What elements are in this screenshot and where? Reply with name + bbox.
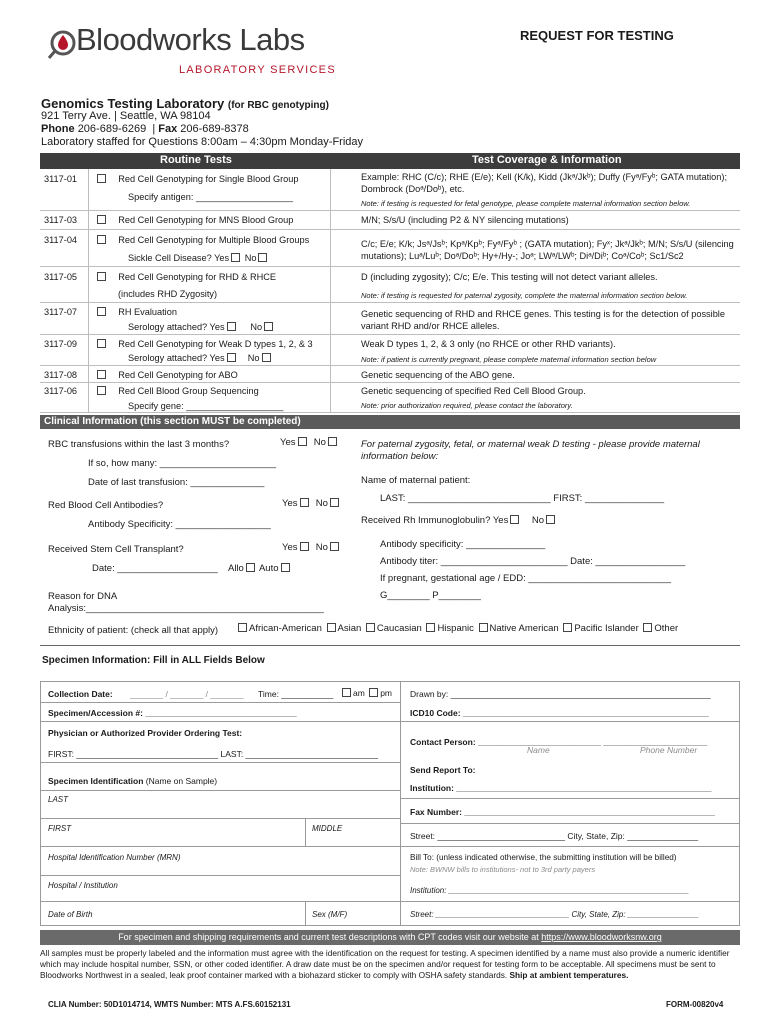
form-title: REQUEST FOR TESTING	[520, 28, 674, 43]
checkbox-icon[interactable]	[227, 353, 236, 362]
brand-tagline: LABORATORY SERVICES	[179, 64, 336, 76]
collection-date-label: Collection Date:	[48, 689, 113, 699]
serology-question: Serology attached? Yes No	[128, 321, 275, 333]
antibody-specificity-maternal-field[interactable]: Antibody specificity: _______________	[380, 539, 546, 550]
analysis-field[interactable]: Analysis:_____________________________________________	[48, 603, 324, 614]
specify-antigen-field[interactable]: Specify antigen: ___________________	[128, 192, 294, 202]
gravida-para-field[interactable]: G________ P________	[380, 590, 481, 601]
lab-hours: Laboratory staffed for Questions 8:00am – 4:30pm Monday-Friday	[41, 136, 364, 148]
middle-name-field[interactable]: MIDDLE	[312, 824, 343, 833]
accession-field[interactable]: Specimen/Accession #: ________________________________	[48, 708, 297, 718]
contact-person-field[interactable]: Contact Person: __________________________ ______________________	[410, 737, 708, 747]
test-code: 3117-01	[44, 174, 78, 184]
last-transfusion-field[interactable]: Date of last transfusion: ______________	[88, 477, 265, 488]
col-routine-tests: Routine Tests	[160, 154, 232, 166]
test-info: M/N; S/s/U (including P2 & NY silencing mutations)	[361, 215, 569, 225]
icd10-field[interactable]: ICD10 Code: ____________________________________________________	[410, 708, 709, 718]
test-code: 3117-08	[44, 370, 78, 380]
test-info: D (including zygosity); C/c; E/e. This testing will not detect variant alleles.	[361, 272, 658, 282]
am-pm-options: am pm	[340, 688, 392, 698]
checkbox-icon[interactable]	[328, 437, 337, 446]
checkbox-icon[interactable]	[97, 272, 106, 281]
test-name[interactable]: Red Cell Blood Group Sequencing	[95, 385, 259, 397]
test-info: C/c; E/e; K/k; Jsᵃ/Jsᵇ; Kpᵃ/Kpᵇ; Fyᵃ/Fyᵇ ; (GATA mutation); Fyˣ; Jkᵃ/Jkᵇ; M/N; S/s/U (silencing mutations); Luᵃ/Luᵇ; Doᵃ/Doᵇ; Hy+/Hy-; Joᵃ; LWᵃ/LWᵇ; Diᵃ/Diᵇ; Coᵃ/Coᵇ; Sc1/Sc2	[361, 239, 734, 261]
rbc-antibodies-question: Red Blood Cell Antibodies?	[48, 500, 164, 511]
form-number: FORM-00820v4	[666, 1000, 724, 1009]
test-name[interactable]: RH Evaluation	[95, 306, 177, 318]
checkbox-icon[interactable]	[97, 235, 106, 244]
checkbox-icon[interactable]	[262, 353, 271, 362]
checkbox-icon[interactable]	[366, 623, 375, 632]
physician-label: Physician or Authorized Provider Ordering Test:	[48, 728, 243, 738]
clinical-info-header: Clinical Information (this section MUST be completed)	[40, 415, 740, 429]
checkbox-icon[interactable]	[300, 498, 309, 507]
test-info: Weak D types 1, 2, & 3 only (no RHCE or other RHD variants).	[361, 339, 616, 349]
checkbox-icon[interactable]	[546, 515, 555, 524]
checkbox-icon[interactable]	[330, 542, 339, 551]
checkbox-icon[interactable]	[426, 623, 435, 632]
checkbox-icon[interactable]	[231, 253, 240, 262]
drawn-by-field[interactable]: Drawn by: _______________________________________________________	[410, 689, 711, 699]
serology-question: Serology attached? Yes No	[128, 352, 273, 364]
checkbox-icon[interactable]	[342, 688, 351, 697]
test-info: Genetic sequencing of specified Red Cell Blood Group.	[361, 386, 586, 396]
test-note: Note: if testing is requested for fetal genotype, please complete maternal information section below.	[361, 199, 691, 208]
antibody-specificity-field[interactable]: Antibody Specificity: __________________	[88, 519, 271, 530]
specimen-info-title: Specimen Information: Fill in ALL Fields Below	[42, 655, 265, 666]
test-code: 3117-03	[44, 215, 78, 225]
blood-drop-logo-icon	[46, 26, 80, 60]
test-info: Genetic sequencing of RHD and RHCE genes. This testing is for the detection of possible variant RHD and/or RHCE alleles.	[361, 309, 725, 331]
stem-cell-date-field[interactable]: Date: ___________________	[92, 563, 218, 574]
checkbox-icon[interactable]	[643, 623, 652, 632]
test-name[interactable]: Red Cell Genotyping for Multiple Blood Groups	[95, 234, 309, 246]
maternal-last-first-field[interactable]: LAST: ___________________________ FIRST: _______________	[380, 493, 665, 504]
checkbox-icon[interactable]	[563, 623, 572, 632]
checkbox-icon[interactable]	[300, 542, 309, 551]
billing-street-field[interactable]: Street: ______________________________ City, State, Zip: ________________	[410, 910, 699, 919]
test-note: Note: prior authorization required, please contact the laboratory.	[361, 401, 573, 410]
website-link[interactable]: https://www.bloodworksnw.org	[541, 932, 662, 942]
checkbox-icon[interactable]	[238, 623, 247, 632]
checkbox-icon[interactable]	[510, 515, 519, 524]
checkbox-icon[interactable]	[479, 623, 488, 632]
fax-number-field[interactable]: Fax Number: _____________________________________________________	[410, 807, 715, 817]
test-name[interactable]: Red Cell Genotyping for RHD & RHCE	[95, 271, 276, 283]
checkbox-icon[interactable]	[97, 174, 106, 183]
sickle-cell-question: Sickle Cell Disease? Yes No	[128, 252, 269, 264]
collection-date-field[interactable]: _______ / _______ / _______	[130, 689, 244, 699]
checkbox-icon[interactable]	[281, 563, 290, 572]
checkbox-icon[interactable]	[97, 339, 106, 348]
specimen-id-label: Specimen Identification (Name on Sample)	[48, 776, 218, 786]
institution-field[interactable]: Institution: ______________________________________________________	[410, 783, 712, 793]
dob-field[interactable]: Date of Birth	[48, 910, 93, 919]
website-bar: For specimen and shipping requirements and current test descriptions with CPT codes visit our website at https://www.bloodworksnw.org	[40, 930, 740, 945]
allo-auto-options: Allo Auto	[228, 563, 292, 574]
brand-logo-text: Bloodworks Labs	[76, 22, 305, 57]
test-code: 3117-04	[44, 235, 78, 245]
checkbox-icon[interactable]	[227, 322, 236, 331]
test-code: 3117-09	[44, 339, 78, 349]
rbc-transfusion-question: RBC transfusions within the last 3 months?	[48, 439, 230, 450]
checkbox-icon[interactable]	[97, 370, 106, 379]
sex-field[interactable]: Sex (M/F)	[312, 910, 348, 919]
paternal-zygosity-note: For paternal zygosity, fetal, or maternal weak D testing - please provide maternal information below:	[361, 439, 700, 462]
street-city-field[interactable]: Street: ___________________________ City, State, Zip: _______________	[410, 831, 699, 841]
test-note: Note: if patient is currently pregnant, please complete maternal information section below	[361, 355, 657, 364]
send-report-label: Send Report To:	[410, 765, 476, 775]
antibody-titer-field[interactable]: Antibody titer: ________________________ Date: _________________	[380, 556, 686, 567]
stem-cell-options: Yes No	[282, 542, 341, 553]
ethnicity-label: Ethnicity of patient: (check all that apply)	[48, 625, 219, 636]
bill-to-label: Bill To: (unless indicated otherwise, the submitting institution will be billed)	[410, 853, 677, 862]
collection-time-field[interactable]: Time: ___________	[258, 689, 334, 699]
clia-wmts-numbers: CLIA Number: 50D1014714, WMTS Number: MTS A.FS.60152131	[48, 1000, 291, 1009]
checkbox-icon[interactable]	[97, 386, 106, 395]
contact-name-hint: Name	[527, 745, 550, 755]
reason-label: Reason for DNA	[48, 591, 118, 602]
billing-institution-field[interactable]: Institution: ______________________________________________________	[410, 886, 689, 895]
test-code: 3117-07	[44, 307, 78, 317]
maternal-name-label: Name of maternal patient:	[361, 475, 471, 486]
test-info: Genetic sequencing of the ABO gene.	[361, 370, 515, 380]
checkbox-icon[interactable]	[97, 307, 106, 316]
lab-name: Genomics Testing Laboratory (for RBC genotyping)	[41, 96, 329, 111]
checkbox-icon[interactable]	[246, 563, 255, 572]
lab-address: 921 Terry Ave. | Seattle, WA 98104	[41, 110, 211, 122]
hospital-institution-field[interactable]: Hospital / Institution	[48, 881, 118, 890]
ethnicity-options: African-American Asian Caucasian Hispanic Native American Pacific Islander Other	[236, 623, 678, 634]
checkbox-icon[interactable]	[369, 688, 378, 697]
test-name[interactable]: Red Cell Genotyping for ABO	[95, 369, 238, 381]
gestational-age-field[interactable]: If pregnant, gestational age / EDD: ___________________________	[380, 573, 672, 584]
checkbox-icon[interactable]	[97, 215, 106, 224]
col-test-coverage: Test Coverage & Information	[472, 154, 622, 166]
labeling-requirements: All samples must be properly labeled and the information must agree with the identification on the request for testing. A specimen identified by a name must also provide a numeric identifier which may include hospital number, SSN, or other coded identifier. A draw date must be on the specimen and/or request for testing form to be acceptable. All specimens must be sent to Bloodworks Northwest in a sealed, leak proof container marked with a biohazard sticker to comply with OSHA safety standards. Ship at ambient temperatures.	[40, 948, 730, 980]
rbc-transfusion-options: Yes No	[280, 437, 339, 448]
bill-to-note: Note: BWNW bills to institutions- not to 3rd party payers	[410, 865, 596, 874]
checkbox-icon[interactable]	[327, 623, 336, 632]
test-subtitle: (includes RHD Zygosity)	[118, 289, 218, 299]
test-name[interactable]: Red Cell Genotyping for Single Blood Group	[95, 173, 299, 185]
test-name[interactable]: Red Cell Genotyping for MNS Blood Group	[95, 214, 293, 226]
rh-ig-question: Received Rh Immunoglobulin? Yes No	[361, 515, 557, 526]
lab-phone-fax: Phone 206-689-6269 | Fax 206-689-8378	[41, 123, 249, 135]
rbc-antibodies-options: Yes No	[282, 498, 341, 509]
last-name-field[interactable]: LAST	[48, 795, 69, 804]
how-many-field[interactable]: If so, how many: ______________________	[88, 458, 277, 469]
test-code: 3117-06	[44, 386, 78, 396]
contact-phone-hint: Phone Number	[640, 745, 698, 755]
mrn-field[interactable]: Hospital Identification Number (MRN)	[48, 853, 181, 862]
test-info: Example: RHC (C/c); RHE (E/e); Kell (K/k), Kidd (Jkᵃ/Jkᵇ); Duffy (Fyᵃ/Fyᵇ; GATA mutation); Dombrock (Doᵃ/Doᵇ), etc.	[361, 172, 728, 194]
first-name-field[interactable]: FIRST	[48, 824, 72, 833]
checkbox-icon[interactable]	[330, 498, 339, 507]
stem-cell-question: Received Stem Cell Transplant?	[48, 544, 184, 555]
test-note: Note: if testing is requested for paternal zygosity, complete the maternal information section below.	[361, 291, 688, 300]
checkbox-icon[interactable]	[298, 437, 307, 446]
specify-gene-field[interactable]: Specify gene: ___________________	[128, 401, 284, 411]
physician-name-field[interactable]: FIRST: ______________________________ LAST: ____________________________	[48, 749, 378, 759]
checkbox-icon[interactable]	[264, 322, 273, 331]
tests-table-header	[40, 153, 740, 169]
test-name[interactable]: Red Cell Genotyping for Weak D types 1, 2, & 3	[95, 338, 313, 350]
test-code: 3117-05	[44, 272, 78, 282]
checkbox-icon[interactable]	[258, 253, 267, 262]
